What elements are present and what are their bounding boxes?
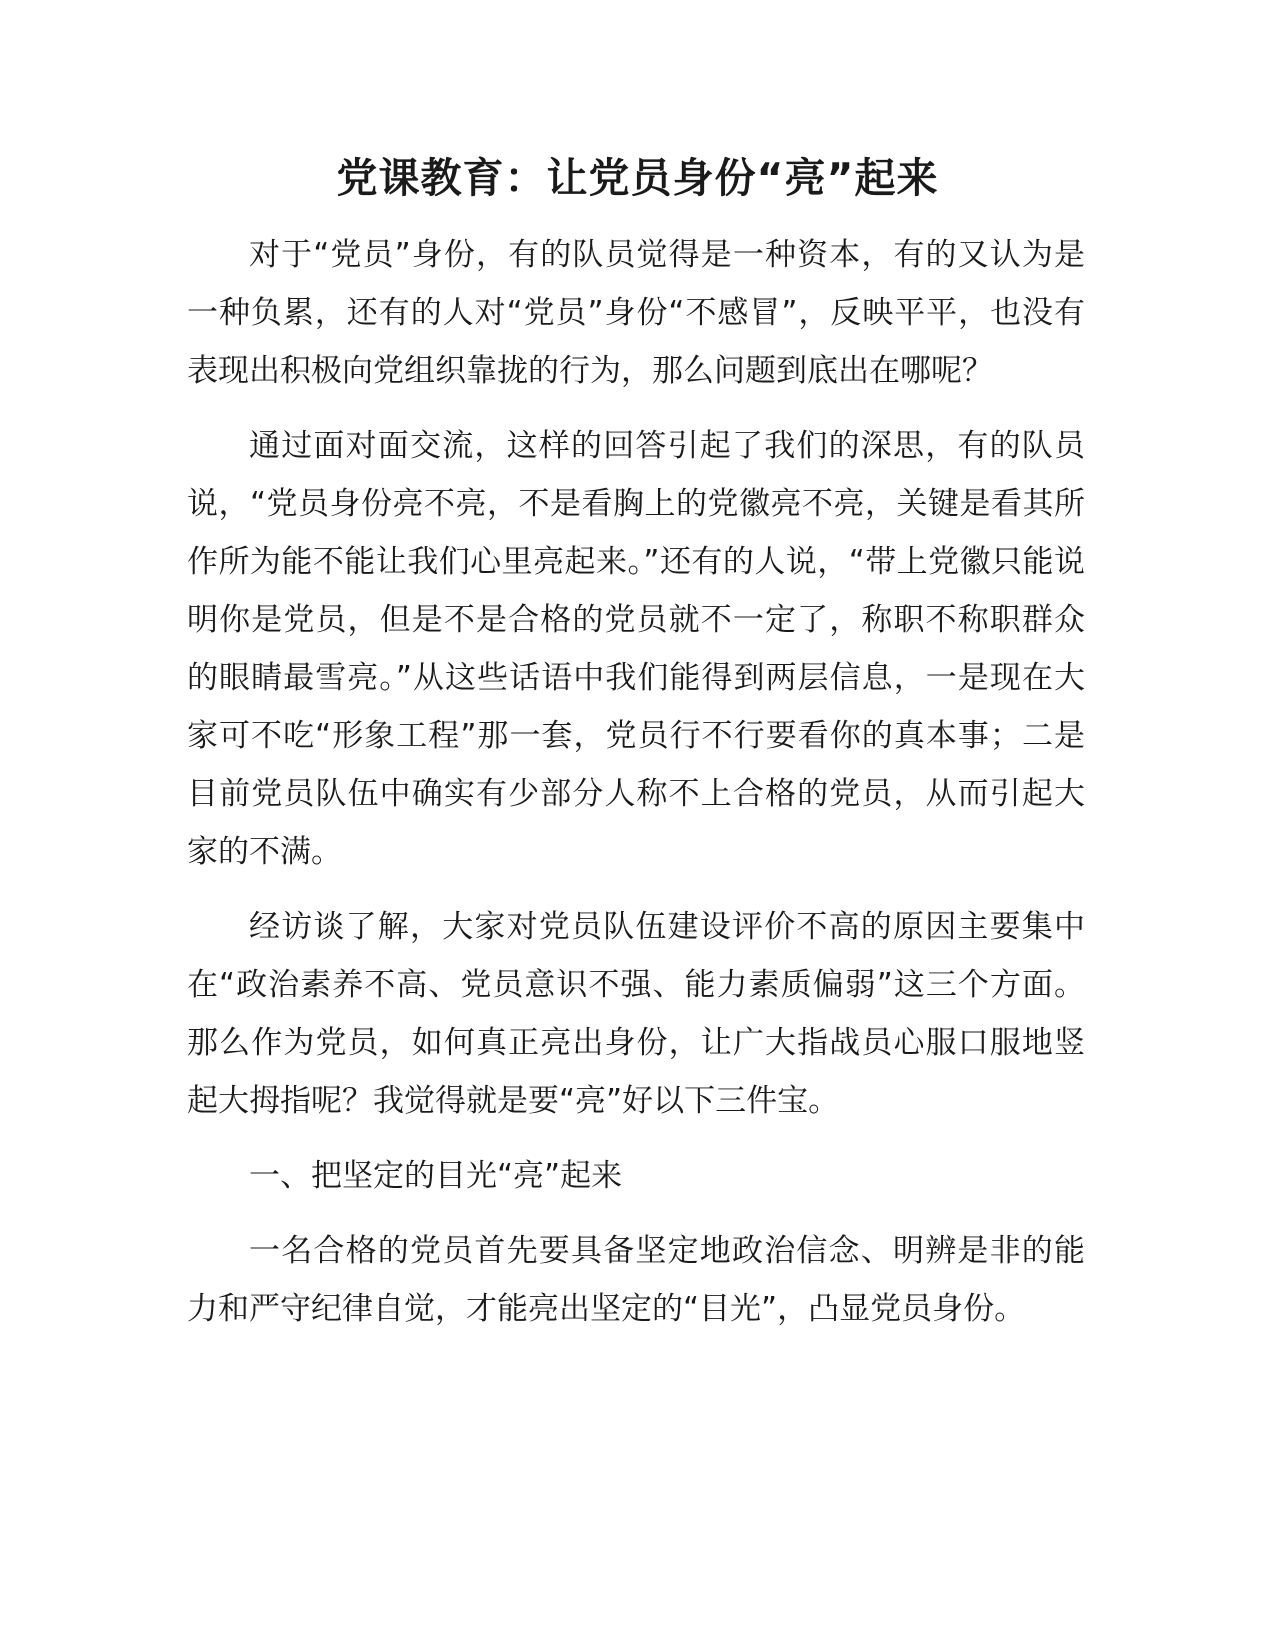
document-body bbox=[187, 226, 1085, 1355]
section-paragraph: 一名合格的党员首先要具备坚定地政治信念、明辨是非的能力和严守纪律自觉，才能亮出坚定的“目光”，凸显党员身份。 bbox=[187, 1233, 1085, 1327]
paragraph-intro: 对于“党员”身份，有的队员觉得是一种资本，有的又认为是一种负累，还有的人对“党员”身份“不感冒”，反映平平，也没有表现出积极向党组织靠拢的行为，那么问题到底出在哪呢？ bbox=[187, 237, 1085, 389]
paragraph-findings: 经访谈了解，大家对党员队伍建设评价不高的原因主要集中在“政治素养不高、党员意识不强、能力素质偏弱”这三个方面。那么作为党员，如何真正亮出身份，让广大指战员心服口服地竖起大拇指呢？我觉得就是要“亮”好以下三件宝。 bbox=[187, 909, 1085, 1119]
section-heading: 一、把坚定的目光“亮”起来 bbox=[249, 1158, 623, 1194]
document-title: 党课教育：让党员身份“亮”起来 bbox=[336, 154, 939, 202]
paragraph-interview: 通过面对面交流，这样的回答引起了我们的深思，有的队员说，“党员身份亮不亮，不是看胸上的党徽亮不亮，关键是看其所作所为能不能让我们心里亮起来。”还有的人说，“带上党徽只能说明你是党员，但是不是合格的党员就不一定了，称职不称职群众的眼睛最雪亮。”从这些话语中我们能得到两层信息，一是现在大家可不吃“形象工程”那一套，党员行不行要看你的真本事；二是目前党员队伍中确实有少部分人称不上合格的党员，从而引起大家的不满。 bbox=[187, 428, 1085, 870]
